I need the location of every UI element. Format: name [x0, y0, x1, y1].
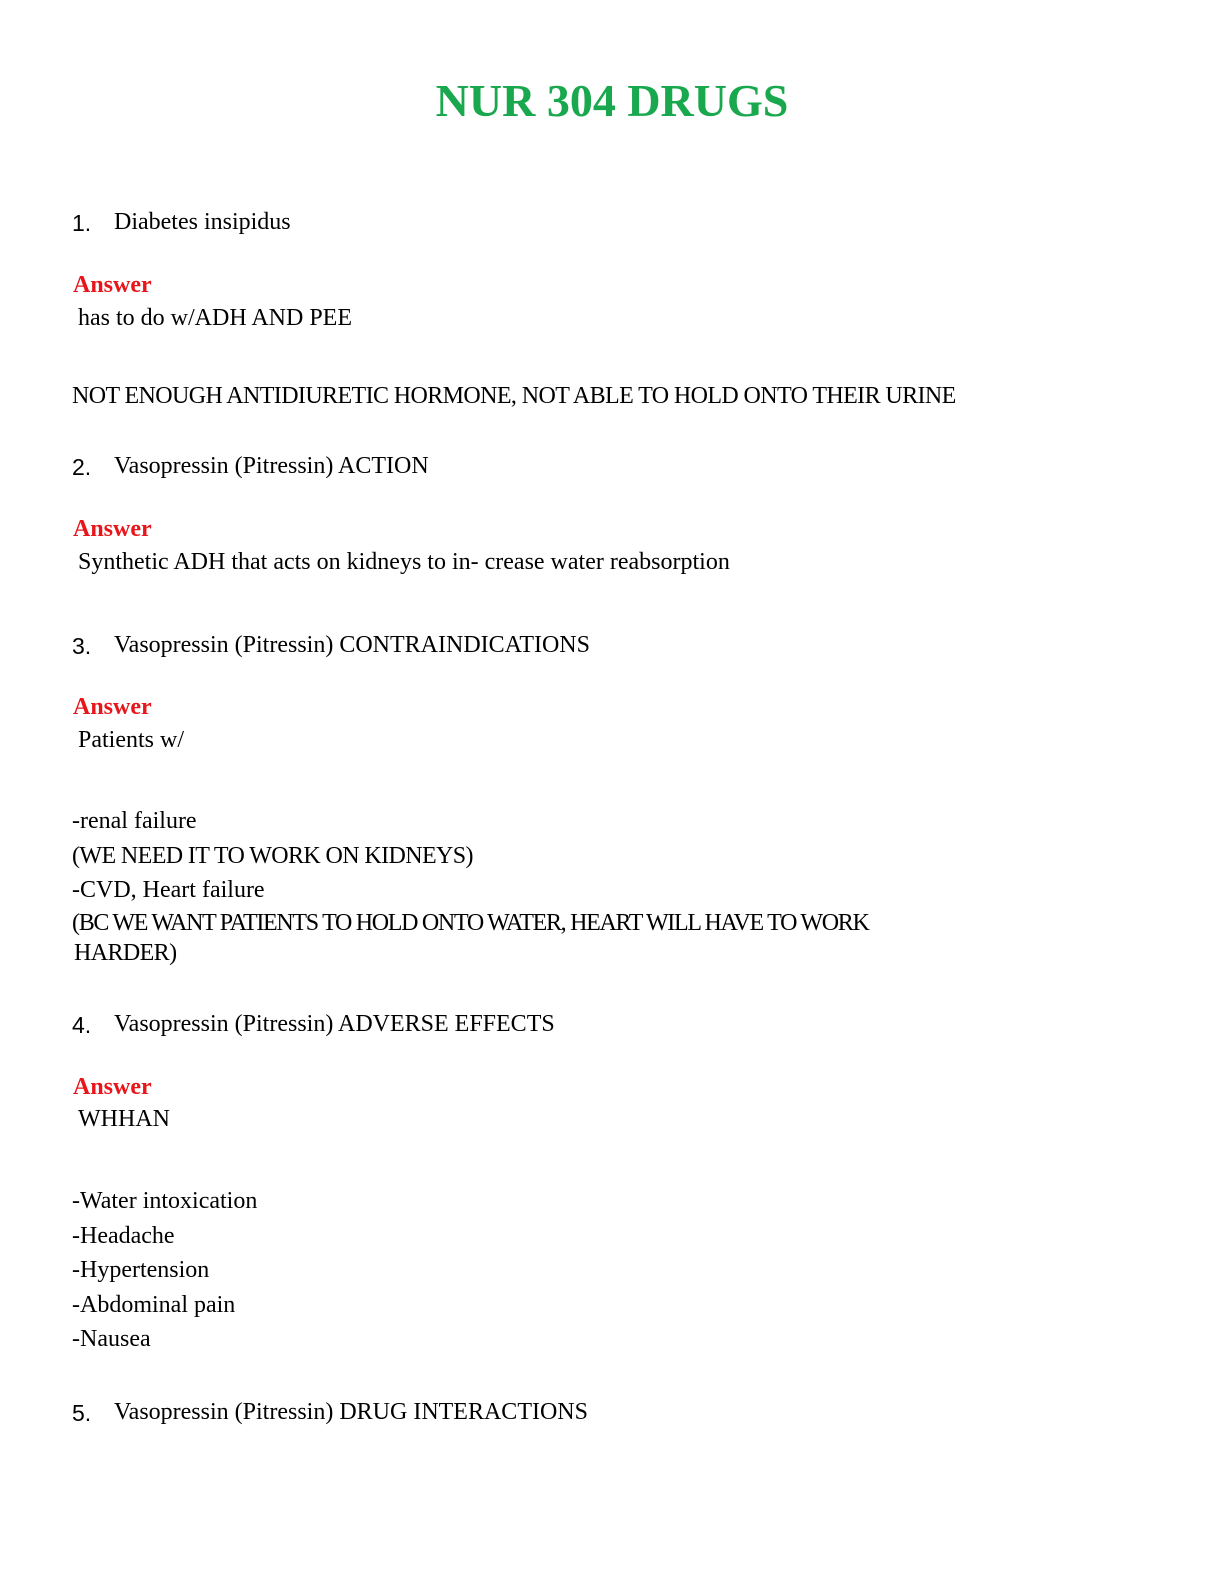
question-text: Diabetes insipidus: [114, 209, 291, 235]
answer-label: Answer: [73, 272, 152, 298]
answer-lead: Synthetic ADH that acts on kidneys to in- crease water reabsorption: [78, 549, 730, 575]
answer-line: -Hypertension: [72, 1257, 210, 1283]
answer-lead: has to do w/ADH AND PEE: [78, 305, 352, 331]
question-text: Vasopressin (Pitressin) ACTION: [114, 453, 429, 479]
question-number: 1.: [72, 210, 92, 236]
answer-line: -renal failure: [72, 808, 197, 834]
answer-line: -Headache: [72, 1223, 175, 1249]
answer-line: NOT ENOUGH ANTIDIURETIC HORMONE, NOT ABLE TO HOLD ONTO THEIR URINE: [72, 383, 956, 409]
answer-lead: Patients w/: [78, 727, 184, 753]
question-text: Vasopressin (Pitressin) ADVERSE EFFECTS: [114, 1011, 555, 1037]
answer-line: -Water intoxication: [72, 1188, 258, 1214]
question-number: 5.: [72, 1400, 92, 1426]
answer-lead: WHHAN: [78, 1106, 170, 1132]
answer-line: -Abdominal pain: [72, 1292, 236, 1318]
answer-label: Answer: [73, 516, 152, 542]
answer-line: (BC WE WANT PATIENTS TO HOLD ONTO WATER, HEART WILL HAVE TO WORK: [72, 910, 869, 936]
question-number: 4.: [72, 1012, 92, 1038]
question-number: 3.: [72, 633, 92, 659]
answer-line: (WE NEED IT TO WORK ON KIDNEYS): [72, 843, 473, 869]
question-text: Vasopressin (Pitressin) DRUG INTERACTIONS: [114, 1399, 588, 1425]
answer-line: -Nausea: [72, 1326, 151, 1352]
question-number: 2.: [72, 454, 92, 480]
question-text: Vasopressin (Pitressin) CONTRAINDICATIONS: [114, 632, 590, 658]
answer-line: -CVD, Heart failure: [72, 877, 265, 903]
answer-label: Answer: [73, 694, 152, 720]
page-title: NUR 304 DRUGS: [435, 75, 789, 126]
answer-label: Answer: [73, 1074, 152, 1100]
answer-line: HARDER): [74, 940, 177, 966]
